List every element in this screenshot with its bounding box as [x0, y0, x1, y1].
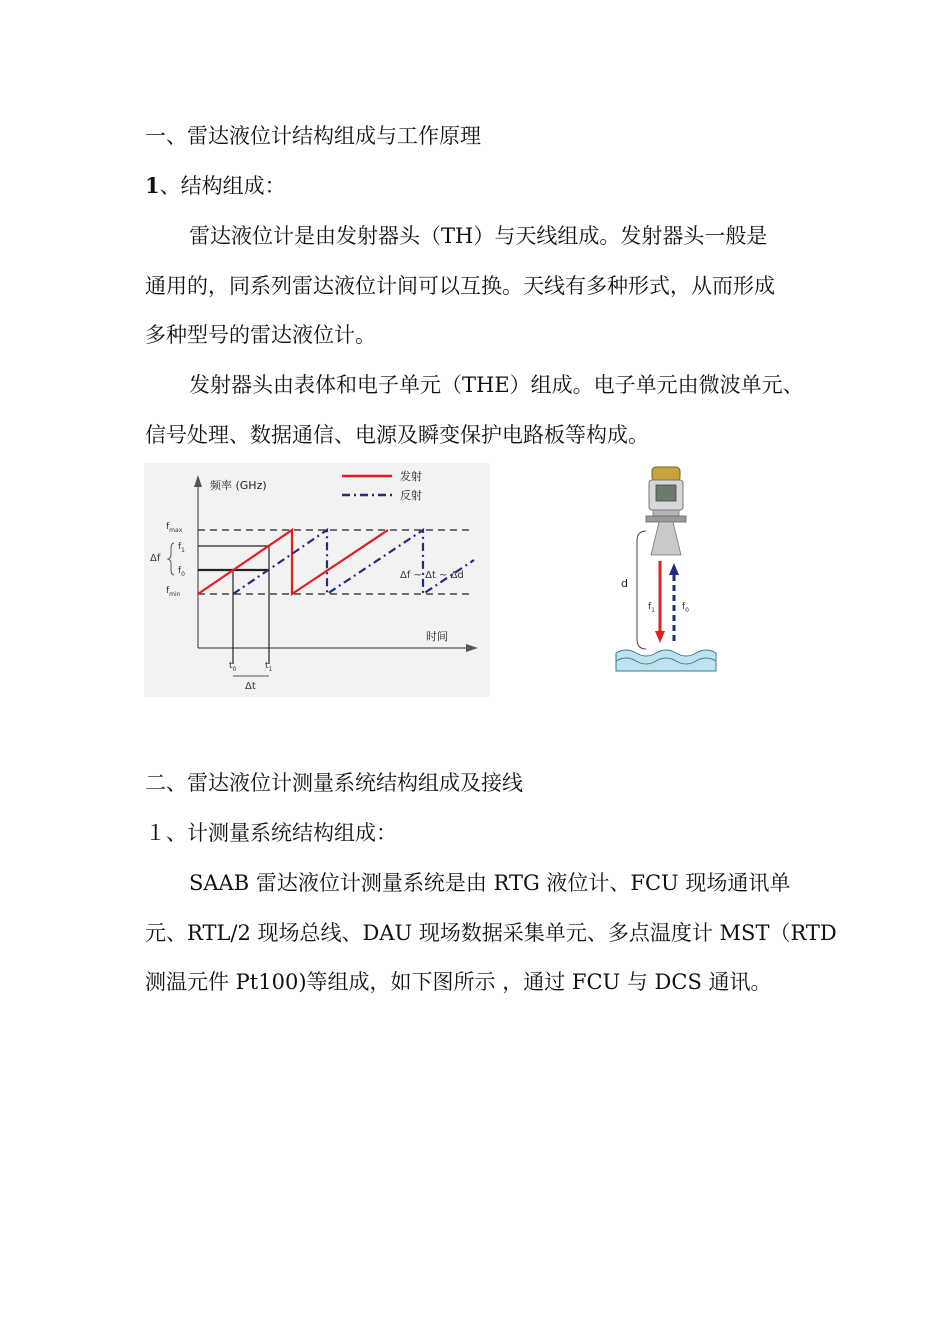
delta-f-label: Δf [150, 553, 161, 564]
para1-line-3: 多种型号的雷达液位计。 [145, 323, 376, 347]
t0-label: $t_0$ [229, 661, 237, 673]
section2-para-line-3: 测温元件 Pt100)等组成，如下图所示 ，通过 FCU 与 DCS 通讯。 [145, 970, 772, 994]
delta-t-label: Δt [245, 681, 256, 692]
section1-subheading [145, 171, 286, 201]
f1-label: $f_1$ [178, 542, 185, 554]
section2-subheading: １、计测量系统结构组成： [145, 821, 397, 845]
liquid-surface [616, 650, 716, 671]
subheading-number: 1 [145, 173, 160, 198]
para2-line-1: 发射器头由表体和电子单元（THE）组成。电子单元由微波单元、 [189, 373, 804, 397]
para2-line-2: 信号处理、数据通信、电源及瞬变保护电路板等构成。 [145, 423, 649, 447]
transmitter-neck [653, 510, 679, 516]
legend-emit-label: 发射 [400, 470, 422, 483]
t1-label: $t_1$ [265, 661, 273, 673]
mounting-flange [646, 516, 686, 522]
display-window-icon [656, 485, 676, 501]
emit-f1-label: $f_1$ [648, 602, 655, 614]
transmitter-cap [652, 467, 680, 481]
distance-label: d [621, 577, 628, 590]
legend-reflect-label: 反射 [400, 489, 422, 502]
section2-para-line-2: 元、RTL/2 现场总线、DAU 现场数据采集单元、多点温度计 MST（RTD [145, 921, 837, 945]
relation-label: Δf ~ Δt ~ Δd [400, 570, 464, 581]
f0-label: $f_0$ [178, 566, 185, 578]
fmax-label: $f_{max}$ [166, 522, 183, 534]
section1-heading: 一、雷达液位计结构组成与工作原理 [145, 124, 481, 148]
section2-para-line-1: SAAB 雷达液位计测量系统是由 RTG 液位计、FCU 现场通讯单 [189, 871, 791, 895]
para1-line-2: 通用的，同系列雷达液位计间可以互换。天线有多种形式，从而形成 [145, 274, 775, 298]
para1-line-1: 雷达液位计是由发射器头（TH）与天线组成。发射器头一般是 [189, 224, 768, 248]
x-axis-label: 时间 [426, 630, 448, 643]
fmcw-frequency-time-diagram [144, 463, 490, 697]
y-axis-label: 频率 (GHz) [210, 479, 267, 492]
fmin-label: $f_{min}$ [166, 586, 181, 598]
radar-gauge-illustration [606, 463, 724, 675]
section2-heading: 二、雷达液位计测量系统结构组成及接线 [145, 771, 523, 795]
reflect-f0-label: $f_0$ [682, 602, 689, 614]
subheading-title: 、结构组成： [159, 174, 286, 198]
